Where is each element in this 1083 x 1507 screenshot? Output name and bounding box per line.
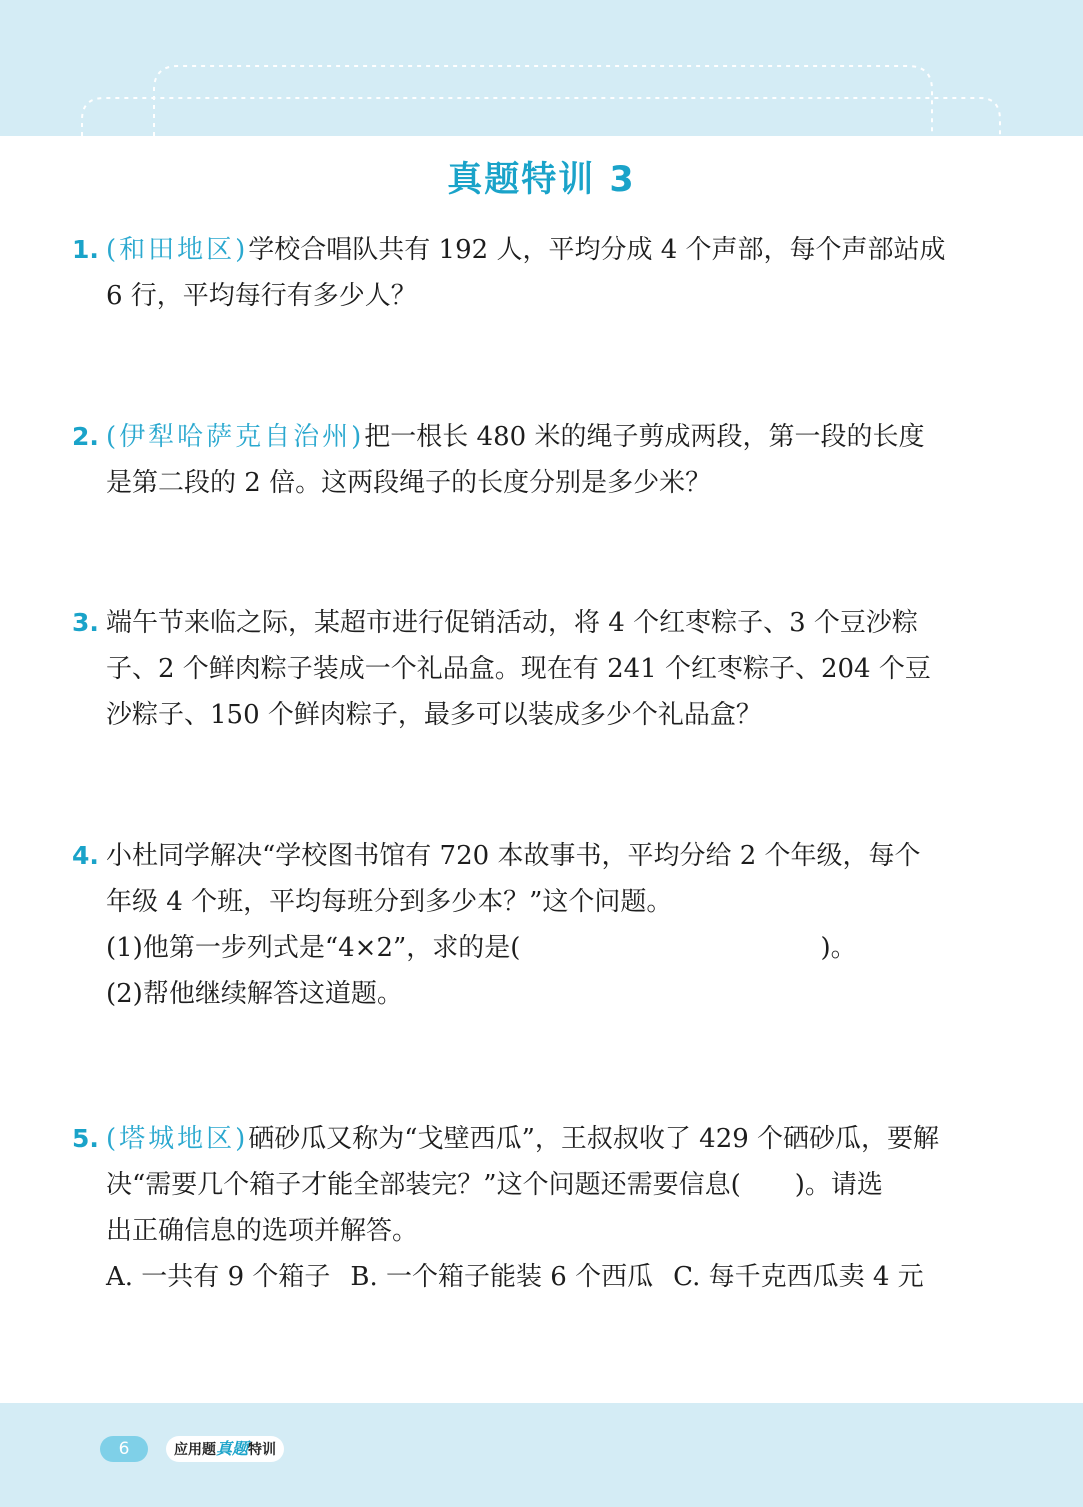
question-number: 2. <box>72 422 99 451</box>
question-3 <box>72 600 1012 738</box>
question-2 <box>72 414 1012 506</box>
question-text: 出正确信息的选项并解答。 <box>106 1216 419 1246</box>
question-1 <box>72 227 1012 319</box>
sub-question-2: (2)帮他继续解答这道题。 <box>106 979 403 1009</box>
question-number: 5. <box>72 1124 99 1153</box>
page-number: 6 <box>100 1436 148 1462</box>
question-text: 6 行，平均每行有多少人？ <box>106 281 417 311</box>
question-text: 硒砂瓜又称为“戈壁西瓜”，王叔叔收了 429 个硒砂瓜，要解 <box>248 1124 940 1154</box>
question-4 <box>72 833 1012 1017</box>
question-text: 学校合唱队共有 192 人，平均分成 4 个声部，每个声部站成 <box>248 235 946 265</box>
question-region: (伊犁哈萨克自治州) <box>106 422 365 452</box>
question-number: 3. <box>72 608 99 637</box>
option-a: A. 一共有 9 个箱子 <box>106 1262 331 1292</box>
option-c: C. 每千克西瓜卖 4 元 <box>673 1262 924 1292</box>
option-b: B. 一个箱子能装 6 个西瓜 <box>350 1262 654 1292</box>
options-row <box>72 1254 1012 1300</box>
question-text: 年级 4 个班，平均每班分到多少本？”这个问题。 <box>106 887 673 917</box>
dashed-frame-decoration <box>0 0 1083 136</box>
question-text: 端午节来临之际，某超市进行促销活动，将 4 个红枣粽子、3 个豆沙粽 <box>106 608 918 638</box>
question-region: (塔城地区) <box>106 1124 249 1154</box>
page-title: 真题特训 3 <box>447 160 636 200</box>
header-band <box>0 0 1083 136</box>
question-text: 把一根长 480 米的绳子剪成两段，第一段的长度 <box>364 422 925 452</box>
series-brand-label: 应用题真题特训 <box>166 1436 284 1462</box>
question-number: 4. <box>72 841 99 870</box>
question-region: (和田地区) <box>106 235 249 265</box>
sub-question-1: (1)他第一步列式是“4×2”，求的是( )。 <box>106 933 857 963</box>
question-text: 子、2 个鲜肉粽子装成一个礼品盒。现在有 241 个红枣粽子、204 个豆 <box>106 654 931 684</box>
question-number: 1. <box>72 235 99 264</box>
question-text: 是第二段的 2 倍。这两段绳子的长度分别是多少米？ <box>106 468 712 498</box>
footer-band <box>0 1403 1083 1507</box>
question-text: 沙粽子、150 个鲜肉粽子，最多可以装成多少个礼品盒？ <box>106 700 762 730</box>
question-5 <box>72 1116 1012 1300</box>
question-text: 小杜同学解决“学校图书馆有 720 本故事书，平均分给 2 个年级，每个 <box>106 841 921 871</box>
question-text: 决“需要几个箱子才能全部装完？”这个问题还需要信息( )。请选 <box>106 1170 883 1200</box>
